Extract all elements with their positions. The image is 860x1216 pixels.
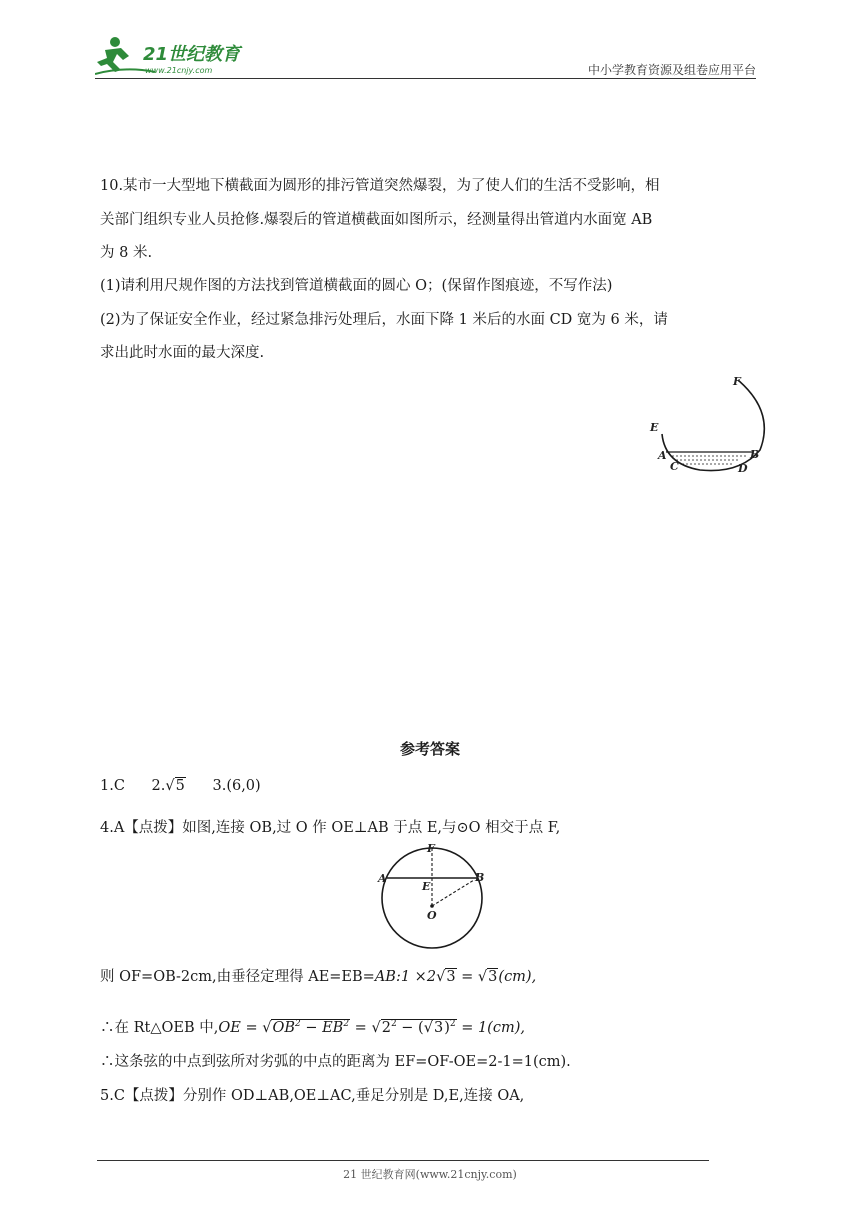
pipe-arc bbox=[662, 380, 764, 471]
answer-4-line4: ∴这条弦的中点到弦所对劣弧的中点的距离为 EF=OF-OE=2-1=1(cm). bbox=[100, 1054, 571, 1070]
q10-line5: (2)为了保证安全作业，经过紧急排污处理后，水面下降 1 米后的水面 CD 宽为 6 米，请 bbox=[100, 312, 668, 328]
footer-divider bbox=[97, 1160, 709, 1161]
q10-line3: 为 8 米. bbox=[100, 245, 153, 261]
logo-title: 21世纪教育 bbox=[143, 44, 241, 65]
site-logo bbox=[95, 36, 260, 78]
circle-label-B: B bbox=[475, 871, 485, 884]
header-platform-text: 中小学教育资源及组卷应用平台 bbox=[587, 63, 756, 77]
circle-label-O: O bbox=[427, 909, 437, 922]
q10-line6: 求出此时水面的最大深度. bbox=[100, 345, 265, 361]
answer-4-line2: 则 OF=OB-2cm,由垂径定理得 AE=EB=AB:1 ×2√3 = √3(cm), bbox=[100, 969, 537, 985]
header-divider bbox=[95, 78, 756, 79]
answer-1: 1.C bbox=[100, 778, 125, 794]
q10-line4: (1)请利用尺规作图的方法找到管道横截面的圆心 O；(保留作图痕迹，不写作法) bbox=[100, 278, 613, 294]
footer-text: 21 世纪教育网(www.21cnjy.com) bbox=[343, 1168, 517, 1181]
label-B: B bbox=[750, 448, 760, 461]
answer-4-line3: ∴在 Rt△OEB 中$,OE = √OB^2 - EB^2 = √2^2 - (√3)^2 = 1(cm)$, bbox=[100, 1019, 525, 1036]
circle-chord-figure bbox=[370, 840, 500, 955]
answers-line1 bbox=[100, 776, 261, 796]
answers-title: 参考答案 bbox=[399, 740, 460, 758]
q10-line1: 10.某市一大型地下横截面为圆形的排污管道突然爆裂，为了使人们的生活不受影响，相 bbox=[100, 178, 660, 194]
answer-5-line1: 5.C【点拨】分别作 OD⊥AB,OE⊥AC,垂足分别是 D,E,连接 OA, bbox=[100, 1088, 525, 1104]
label-A: A bbox=[658, 449, 667, 462]
logo-url: www.21cnjy.com bbox=[145, 66, 213, 75]
segment-ob bbox=[432, 880, 474, 906]
circle-label-E: E bbox=[422, 880, 431, 893]
q10-line2: 关部门组织专业人员抢修.爆裂后的管道横截面如图所示，经测量得出管道内水面宽 AB bbox=[100, 212, 653, 228]
label-F: F bbox=[733, 375, 741, 388]
answer-4-line1: 4.A【点拨】如图,连接 OB,过 O 作 OE⊥AB 于点 E,与⊙O 相交于点 F, bbox=[100, 820, 561, 836]
answer-3: 3.(6,0) bbox=[212, 778, 261, 794]
label-C: C bbox=[670, 460, 679, 473]
circle-label-A: A bbox=[378, 872, 387, 885]
label-E: E bbox=[650, 421, 659, 434]
answer-2: 2.√5 bbox=[151, 778, 185, 794]
pipe-cross-section-figure bbox=[640, 372, 780, 482]
circle-label-F: F bbox=[427, 842, 435, 855]
label-D: D bbox=[738, 462, 748, 475]
